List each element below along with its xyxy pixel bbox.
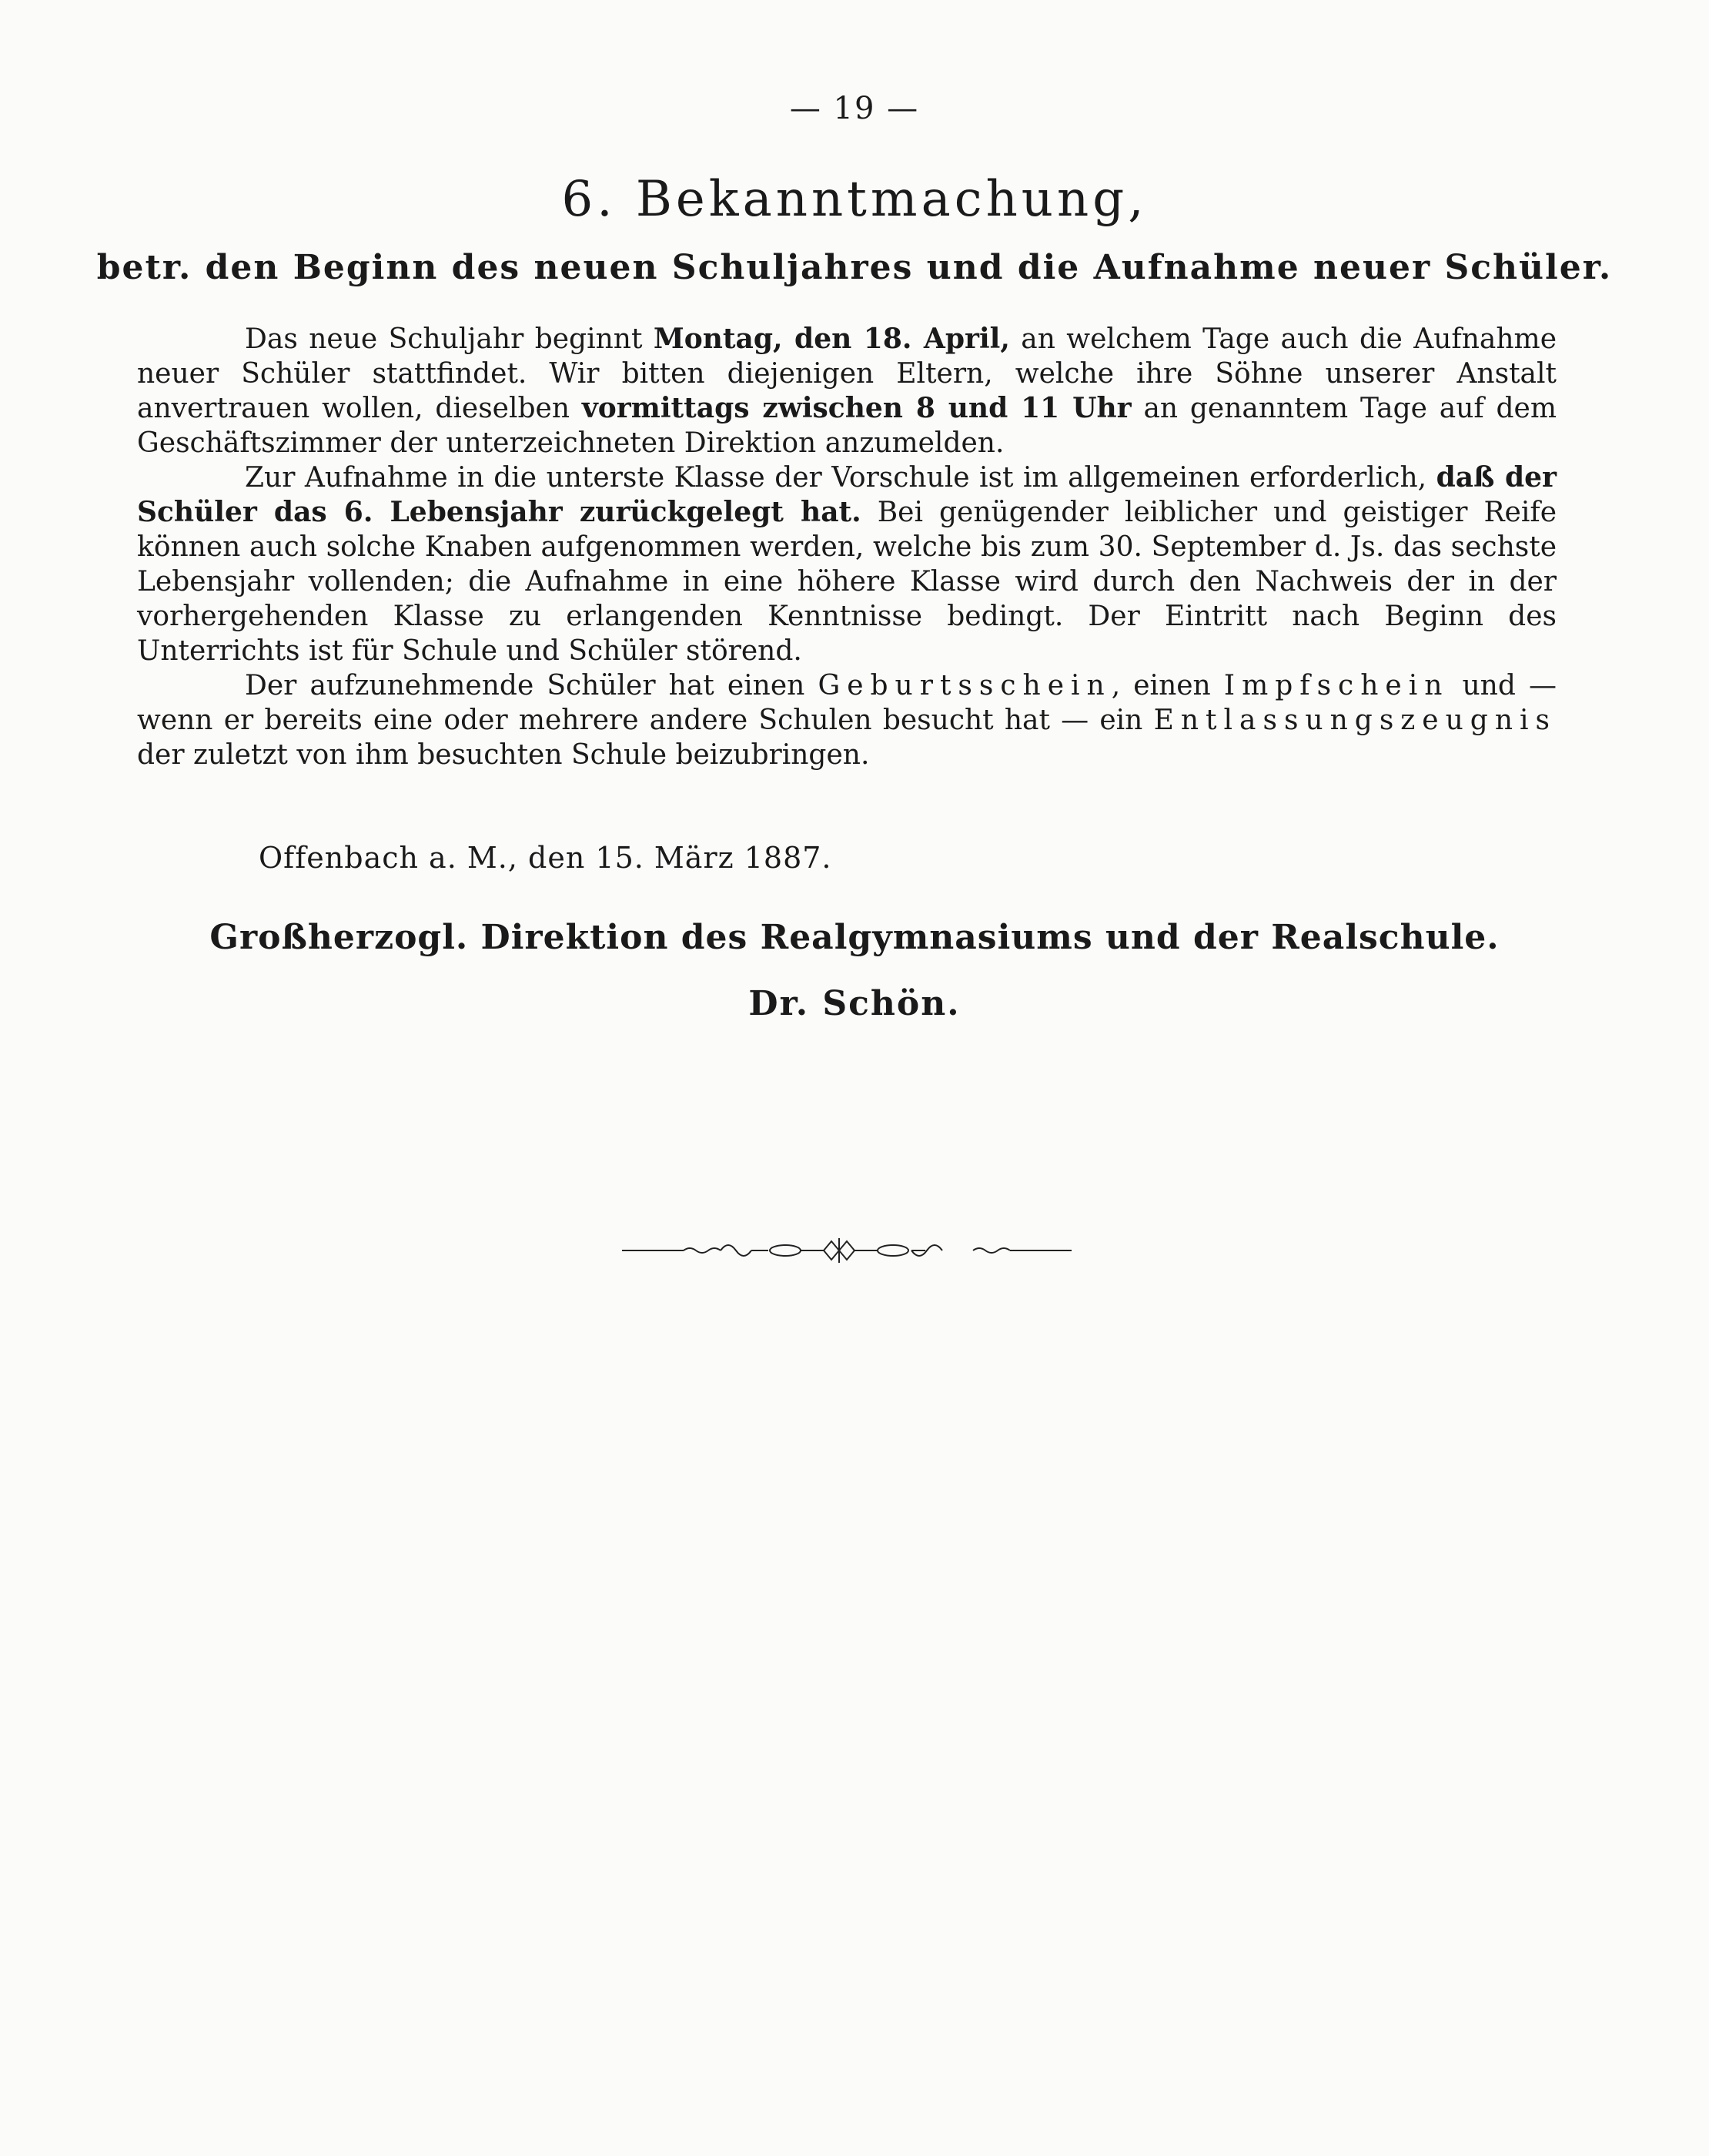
text-span: Zur Aufnahme in die unterste Klasse der Vorschule ist im allgemeinen erforderlich, (245, 462, 1436, 494)
paragraph-2 (137, 460, 1557, 668)
signature-organization: Großherzogl. Direktion des Realgymnasiums und der Realschule. (209, 918, 1500, 957)
page-title: 6. Bekanntmachung, (561, 171, 1148, 228)
paragraph-3 (137, 668, 1557, 772)
signature-name: Dr. Schön. (748, 984, 961, 1023)
text-span: , einen (1111, 670, 1224, 701)
text-span: und — wenn er bereits eine oder mehrere andere Schulen besucht hat — ein (137, 670, 1557, 736)
place-date: Offenbach a. M., den 15. März 1887. (259, 841, 832, 875)
bold-time: vormittags zwischen 8 und 11 Uhr (581, 392, 1132, 424)
spaced-term-birth-certificate: Geburtsschein (818, 670, 1112, 701)
spaced-term-leaving-certificate: Entlassungszeugnis (1153, 705, 1557, 736)
page-number: — 19 — (789, 91, 920, 126)
announcement-body (137, 322, 1557, 772)
ornament-divider-icon (622, 1229, 1072, 1272)
paragraph-1 (137, 322, 1557, 460)
text-span: der zuletzt von ihm besuchten Schule beizubringen. (137, 739, 870, 771)
text-span: Der aufzunehmende Schüler hat einen (245, 670, 818, 701)
text-span: an genanntem Tage auf dem Geschäftszimmer der unterzeichneten Direktion anzumelden. (137, 393, 1557, 459)
text-span: Bei genügender leiblicher und geistiger Reife können auch solche Knaben aufgenommen werden, welche bis zum 30. September d. Js. das sechste Lebensjahr vollenden; die Aufnahme in eine höhere Klasse wird durch den Nachweis der in der vorhergehenden Klasse zu erlangenden Kenntnisse bedingt. Der Eintritt nach Beginn des Unterrichts ist für Schule und Schüler störend. (137, 497, 1557, 667)
bold-date: Montag, den 18. April, (653, 323, 1010, 355)
subtitle: betr. den Beginn des neuen Schuljahres und die Aufnahme neuer Schüler. (96, 248, 1613, 287)
spaced-term-vaccination-certificate: Impfschein (1223, 670, 1450, 701)
bold-requirement: daß der Schüler das 6. Lebensjahr zurückgelegt hat. (137, 461, 1557, 528)
text-span: Das neue Schuljahr beginnt (245, 323, 654, 355)
text-span: an welchem Tage auch die Aufnahme neuer Schüler stattfindet. Wir bitten diejenigen Eltern, welche ihre Söhne unserer Anstalt anvertrauen wollen, dieselben (137, 323, 1557, 424)
